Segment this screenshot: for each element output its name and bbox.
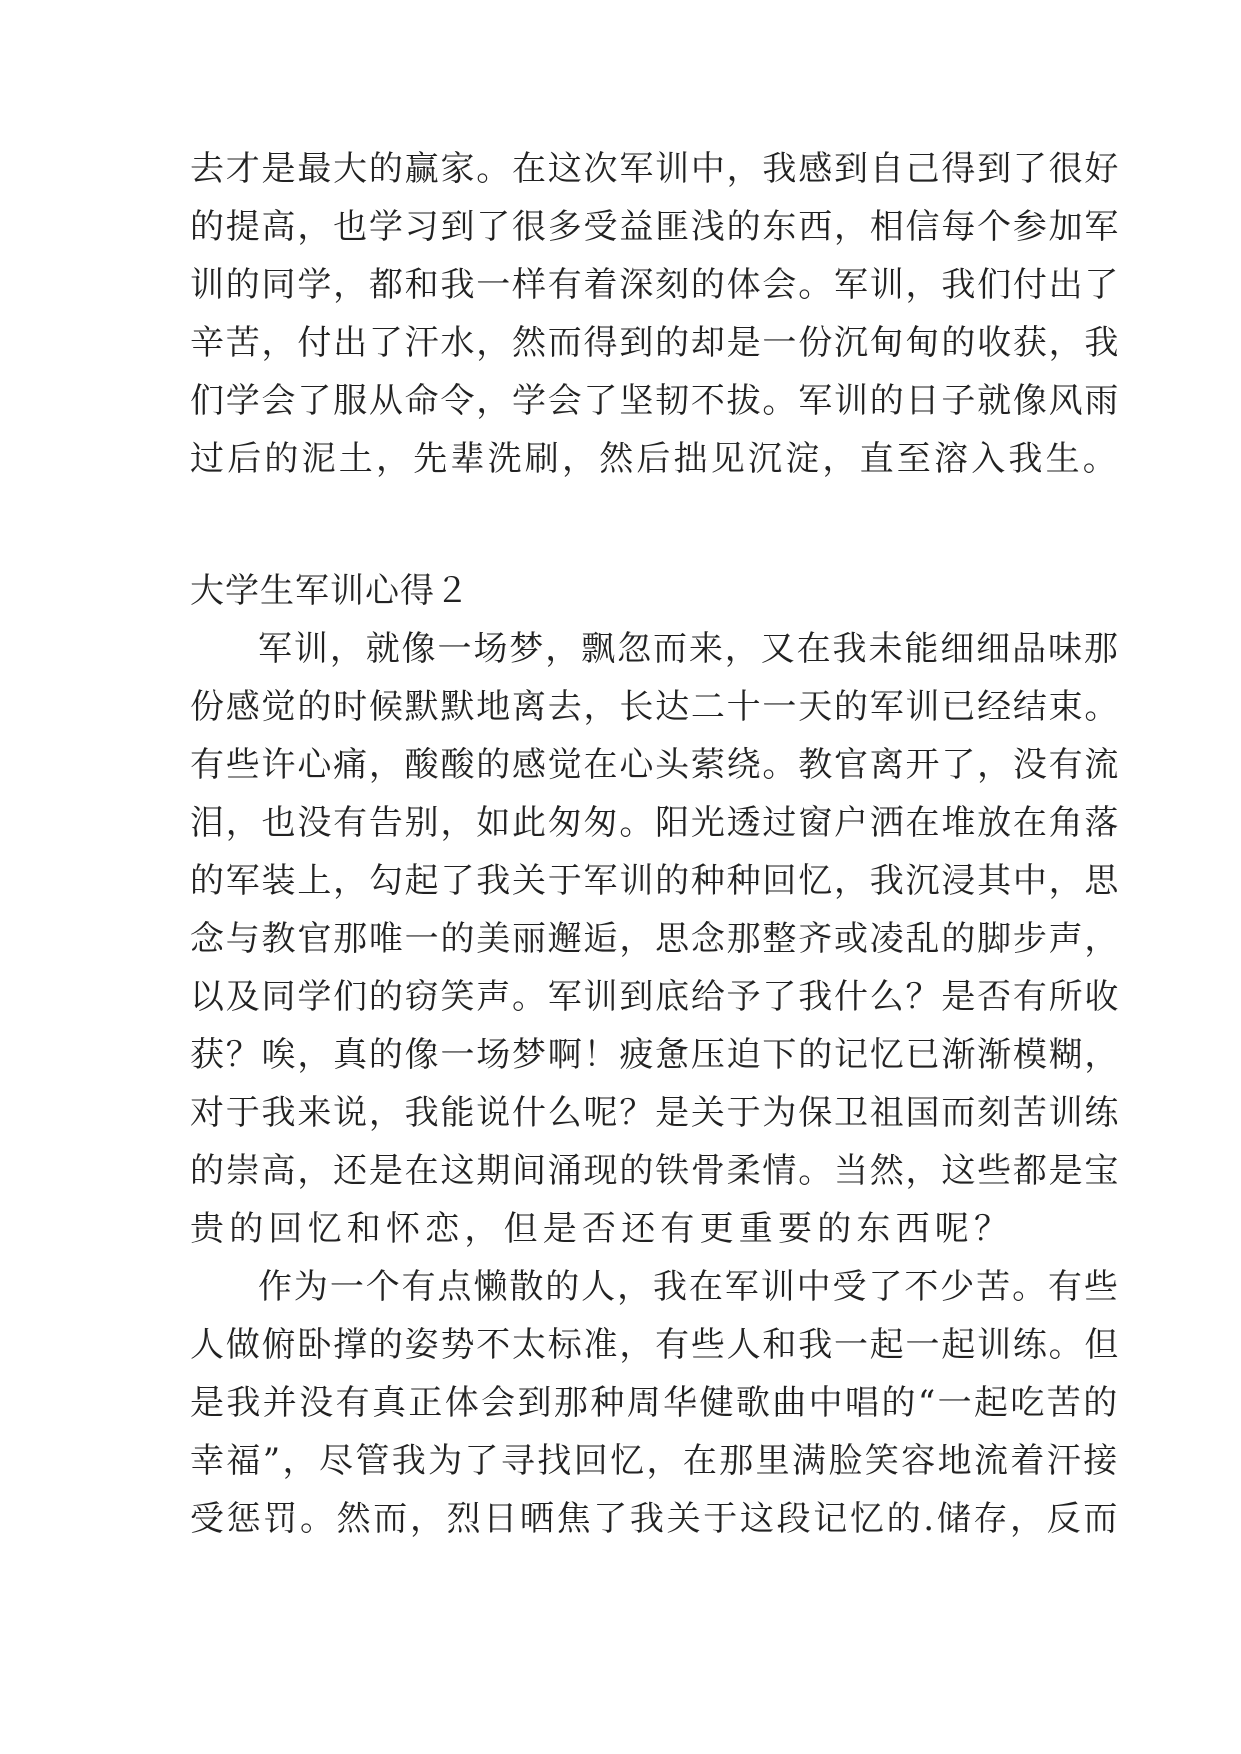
body-text-line: 是我并没有真正体会到那种周华健歌曲中唱的“一起吃苦的 [190,1383,1120,1423]
body-text-line: 受惩罚。然而，烈日晒焦了我关于这段记忆的.储存，反而 [190,1499,1121,1539]
body-text-line: 幸福”，尽管我为了寻找回忆，在那里满脸笑容地流着汗接 [190,1441,1120,1481]
body-text-line: 的崇高，还是在这期间涌现的铁骨柔情。当然，这些都是宝 [190,1151,1121,1191]
body-text-line: 贵的回忆和怀恋，但是否还有更重要的东西呢？ [190,1209,1014,1249]
body-text-line: 作为一个有点懒散的人，我在军训中受了不少苦。有些 [258,1267,1120,1307]
body-text-line: 去才是最大的赢家。在这次军训中，我感到自己得到了很好 [190,149,1121,189]
body-text-line: 有些许心痛，酸酸的感觉在心头萦绕。教官离开了，没有流 [190,745,1121,785]
body-text-line: 军训，就像一场梦，飘忽而来，又在我未能细细品味那 [258,629,1120,669]
body-text-line: 获？唉，真的像一场梦啊！疲惫压迫下的记忆已渐渐模糊， [190,1035,1121,1075]
body-text-line: 的军装上，勾起了我关于军训的种种回忆，我沉浸其中，思 [190,861,1121,901]
body-text-line: 泪，也没有告别，如此匆匆。阳光透过窗户洒在堆放在角落 [190,803,1121,843]
body-text-line: 训的同学，都和我一样有着深刻的体会。军训，我们付出了 [190,265,1121,305]
body-text-line: 辛苦，付出了汗水，然而得到的却是一份沉甸甸的收获，我 [190,323,1121,363]
body-text-line: 的提高，也学习到了很多受益匪浅的东西，相信每个参加军 [190,207,1121,247]
body-text-line: 念与教官那唯一的美丽邂逅，思念那整齐或凌乱的脚步声， [190,919,1121,959]
body-text-line: 人做俯卧撑的姿势不太标准，有些人和我一起一起训练。但 [190,1325,1121,1365]
body-text-line: 们学会了服从命令，学会了坚韧不拔。军训的日子就像风雨 [190,381,1121,421]
body-text-line: 对于我来说，我能说什么呢？是关于为保卫祖国而刻苦训练 [190,1093,1121,1133]
body-text-line: 份感觉的时候默默地离去，长达二十一天的军训已经结束。 [190,687,1121,727]
body-text-line: 以及同学们的窃笑声。军训到底给予了我什么？是否有所收 [190,977,1121,1017]
body-text-line: 过后的泥土，先辈洗刷，然后拙见沉淀，直至溶入我生。 [190,439,1120,479]
section-heading: 大学生军训心得２ [190,571,470,611]
